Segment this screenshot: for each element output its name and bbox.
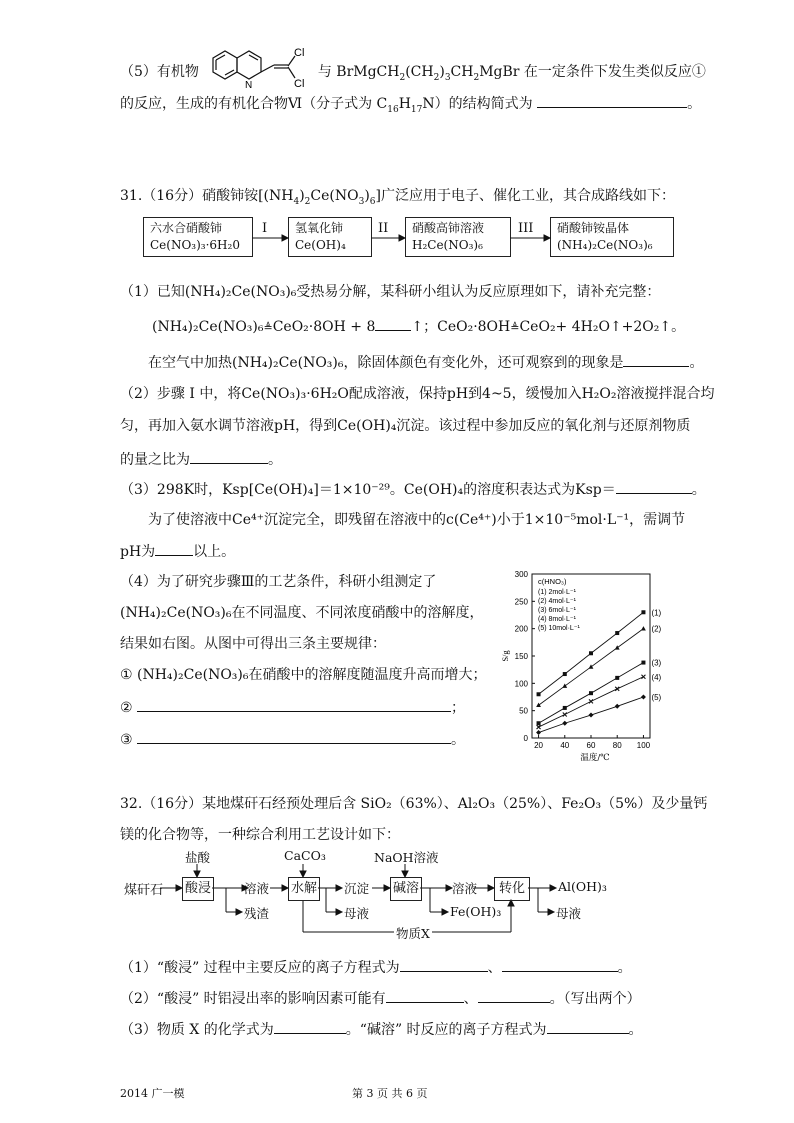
data-point — [589, 713, 594, 718]
flow-start: 煤矸石 — [124, 883, 164, 898]
route-box-3: 硝酸高铈溶液 H₂Ce(NO₃)₆ — [405, 217, 511, 257]
legend-entry: (4) 8mol·L⁻¹ — [538, 616, 576, 623]
data-point — [589, 664, 594, 668]
q31-rule-3: ③ 。 — [120, 729, 465, 750]
step-2-label: II — [378, 221, 389, 236]
data-point — [615, 676, 619, 680]
flow-recycle-x: 物质X — [396, 926, 430, 941]
data-point — [615, 704, 620, 709]
flow-box-convert: 转化 — [494, 877, 530, 901]
data-point — [562, 721, 567, 726]
q32-header-b: 镁的化合物等，一种综合利用工艺设计如下： — [120, 827, 400, 843]
q31-p2b: 匀，再加入氨水调节溶液pH，得到Ce(OH)₄沉淀。该过程中参加反应的氧化剂与还原剂物质 — [120, 418, 691, 434]
answer-blank[interactable] — [137, 729, 451, 744]
flow-product: Al(OH)₃ — [558, 879, 607, 894]
route-box-1: 六水合硝酸铈 Ce(NO₃)₃·6H₂0 — [143, 217, 253, 257]
data-point — [563, 706, 567, 710]
q31-rule-2: ② ； — [120, 697, 465, 718]
answer-blank[interactable] — [274, 1019, 346, 1034]
legend-entry: (1) 2mol·L⁻¹ — [538, 589, 576, 596]
data-point — [563, 672, 567, 676]
q31-p3b: 为了使溶液中Ce⁴⁺沉淀完全，即残留在溶液中的c(Ce⁴⁺)小于1×10⁻⁵mol·L⁻¹，需调节 — [148, 512, 686, 528]
flow-reagent-1: 盐酸 — [185, 850, 211, 865]
data-point — [589, 691, 593, 695]
cl-bottom: Cl — [294, 78, 305, 90]
data-point — [641, 626, 646, 630]
data-point — [537, 721, 541, 725]
data-point — [537, 725, 541, 729]
route-box-2: 氢氧化铈 Ce(OH)₄ — [288, 217, 372, 257]
series-tag-3: (3) — [651, 658, 662, 668]
answer-blank[interactable] — [478, 988, 550, 1003]
q32-header-a: 32.（16分）某地煤矸石经预处理后含 SiO₂（63%）、Al₂O₃（25%）、Fe₂O₃（5%）及少量钙 — [120, 796, 708, 812]
x-tick-label: 20 — [534, 741, 544, 750]
flow-side-4: 母液 — [556, 906, 582, 921]
legend-entry: (2) 4mol·L⁻¹ — [538, 598, 576, 605]
answer-blank[interactable] — [547, 1019, 629, 1034]
y-tick-label: 300 — [514, 570, 528, 579]
legend-entry: (5) 10mol·L⁻¹ — [538, 625, 580, 632]
flow-out-2: 沉淀 — [344, 881, 370, 896]
data-point — [641, 610, 645, 614]
x-tick-label: 80 — [612, 741, 622, 750]
step-1-label: I — [262, 221, 268, 236]
flow-side-1: 残渣 — [244, 906, 270, 921]
data-point — [562, 683, 567, 687]
y-axis-label: S/g — [500, 650, 510, 662]
q31-p2a: （2）步骤 I 中，将Ce(NO₃)₃·6H₂O配成溶液，保持pH到4~5，缓慢加入H₂O₂溶液搅拌混合均 — [120, 386, 715, 402]
data-point — [589, 699, 593, 703]
q31-p1: （1）已知(NH₄)₂Ce(NO₃)₆受热易分解，某科研小组认为反应原理如下，请补充完整： — [120, 284, 661, 300]
flow-side-2: 母液 — [344, 906, 370, 921]
q31-p4a: （4）为了研究步骤Ⅲ的工艺条件，科研小组测定了 — [120, 574, 437, 590]
flow-reagent-3: NaOH溶液 — [374, 850, 439, 865]
data-point — [536, 703, 541, 707]
q31-p3c: pH为 以上。 — [120, 541, 235, 562]
solubility-chart — [500, 568, 690, 768]
q31-p1b: 在空气中加热(NH₄)₂Ce(NO₃)₆，除固体颜色有变化外，还可观察到的现象是 。 — [148, 352, 703, 373]
q31-p1-equation: (NH₄)₂Ce(NO₃)₆≜CeO₂·8OH + 8 ↑；CeO₂·8OH≜CeO₂+ 4H₂O↑+2O₂↑。 — [152, 316, 685, 338]
q31-p4c: 结果如右图。从图中可得出三条主要规律： — [120, 636, 386, 652]
q31-rule-1: ① (NH₄)₂Ce(NO₃)₆在硝酸中的溶解度随温度升高而增大； — [120, 667, 487, 683]
answer-blank[interactable] — [616, 479, 692, 494]
y-tick-label: 250 — [514, 597, 528, 607]
footer-page-number: 第 3 页 共 6 页 — [352, 1087, 428, 1100]
flow-reagent-2: CaCO₃ — [284, 848, 326, 863]
flow-box-alkali-dissolve: 碱溶 — [390, 877, 422, 901]
q32-p1: （1）“酸浸” 过程中主要反应的离子方程式为 、 。 — [120, 957, 632, 978]
q31-p3a: （3）298K时，Ksp[Ce(OH)₄]＝1×10⁻²⁹。Ce(OH)₄的溶度积表达式为Ksp＝ 。 — [120, 479, 706, 500]
data-point — [615, 687, 619, 691]
q32-p2: （2）“酸浸” 时铝浸出率的影响因素可能有 、 。（写出两个） — [120, 988, 641, 1009]
data-point — [641, 661, 645, 665]
flow-box-acid-leach: 酸浸 — [182, 877, 214, 901]
answer-blank[interactable] — [137, 697, 451, 712]
data-point — [641, 695, 646, 700]
q31-header: 31.（16分）硝酸铈铵$[(NH_4)_2Ce(NO_3)_6]$广泛应用于电子、催化工业，其合成路线如下： — [120, 188, 675, 207]
q31-p4b: (NH₄)₂Ce(NO₃)₆在不同温度、不同浓度硝酸中的溶解度， — [120, 605, 484, 621]
q30-5-line2: 的反应，生成的有机化合物Ⅵ（分子式为 $C_{16}H_{17}N$）的结构简式为 。 — [120, 93, 701, 120]
flow-out-3: 溶液 — [452, 881, 478, 896]
q30-5-line1: （5）有机物 与 $BrMgCH_2(CH_2)_3CH_2MgBr$ 在一定条件下发生类似反应① — [120, 64, 706, 83]
answer-blank[interactable] — [502, 957, 618, 972]
data-point — [536, 730, 541, 735]
footer-exam-name: 2014 广一模 — [120, 1087, 185, 1100]
y-tick-label: 100 — [514, 679, 528, 689]
data-point — [615, 631, 619, 635]
x-tick-label: 60 — [586, 741, 596, 750]
series-tag-2: (2) — [651, 624, 662, 634]
y-tick-label: 50 — [519, 706, 528, 716]
step-3-label: III — [518, 221, 534, 236]
legend-title: c(HNO₃) — [538, 577, 567, 586]
n-atom: N — [245, 80, 253, 91]
series-tag-5: (5) — [651, 693, 662, 702]
data-point — [641, 675, 645, 679]
flow-side-3: Fe(OH)₃ — [450, 904, 502, 919]
x-tick-label: 100 — [636, 741, 651, 750]
q32-p3: （3）物质 X 的化学式为 。“碱溶” 时反应的离子方程式为 。 — [120, 1019, 643, 1040]
legend-entry: (3) 6mol·L⁻¹ — [538, 607, 576, 614]
flow-out-1: 溶液 — [244, 881, 270, 896]
y-tick-label: 0 — [523, 734, 528, 743]
data-point — [537, 692, 541, 696]
route-box-4: 硝酸铈铵晶体 (NH₄)₂Ce(NO₃)₆ — [550, 217, 674, 257]
series-tag-1: (1) — [651, 608, 662, 618]
x-tick-label: 40 — [560, 741, 570, 750]
cl-top: Cl — [294, 47, 305, 59]
x-axis-label: 温度/℃ — [580, 753, 610, 763]
y-tick-label: 150 — [514, 652, 528, 661]
answer-blank[interactable] — [155, 541, 193, 556]
answer-blank[interactable] — [190, 449, 268, 464]
flow-box-hydrolysis: 水解 — [288, 877, 320, 901]
answer-blank[interactable] — [623, 352, 689, 367]
q31-p2c: 的量之比为 。 — [120, 449, 282, 470]
y-tick-label: 200 — [514, 624, 528, 634]
answer-blank[interactable] — [386, 988, 464, 1003]
answer-blank[interactable] — [400, 957, 488, 972]
data-point — [563, 712, 567, 716]
eq-blank[interactable] — [375, 316, 411, 331]
data-point — [589, 651, 593, 655]
data-point — [615, 645, 620, 649]
q30-5-label: （5）有机物 — [120, 64, 199, 80]
route-arrows — [0, 0, 794, 270]
series-tag-4: (4) — [651, 672, 662, 682]
